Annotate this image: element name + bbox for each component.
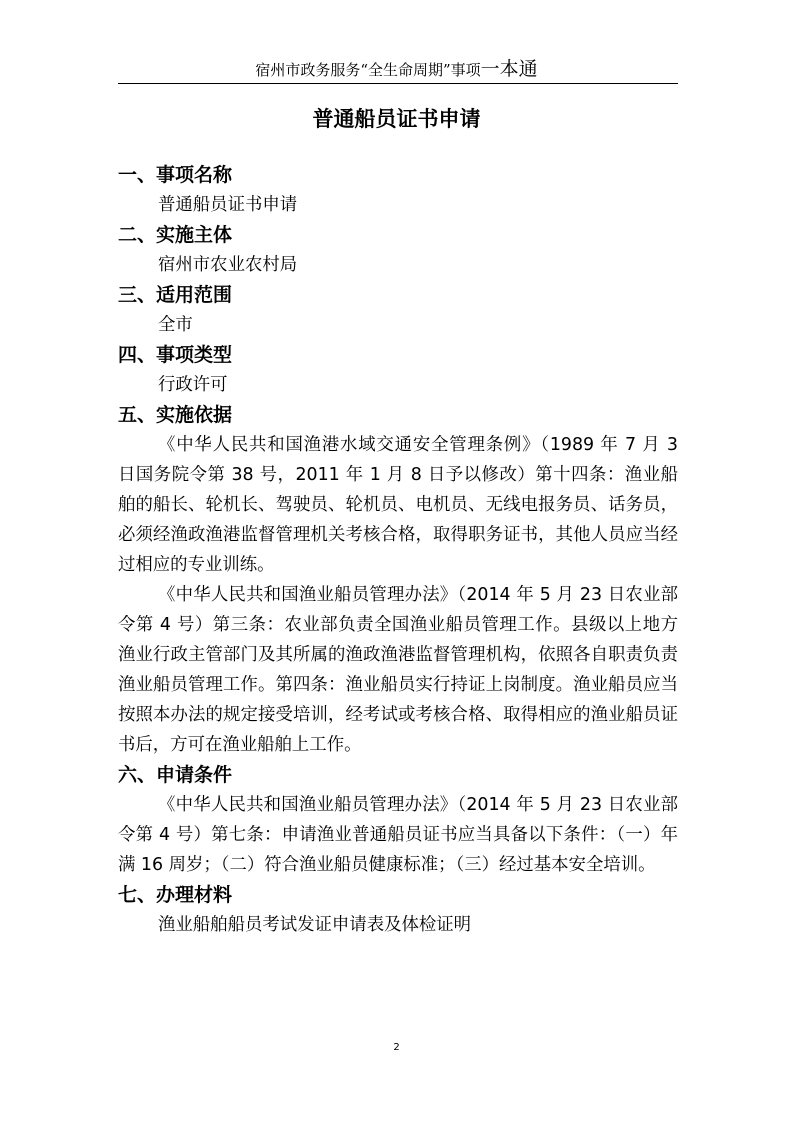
document-body xyxy=(118,160,678,940)
section-required-materials xyxy=(118,880,678,940)
section-legal-basis xyxy=(118,400,678,760)
section-text: 行政许可 xyxy=(158,375,228,395)
section-heading: 六、申请条件 xyxy=(118,764,233,786)
section-paragraph: 《中华人民共和国渔业船员管理办法》（2014 年 5 月 23 日农业部令第 4 号）第三条：农业部负责全国渔业船员管理工作。县级以上地方渔业行政主管部门及其所属的渔政渔港监督管理机构，依照各自职责负责渔业船员管理工作。第四条：渔业船员实行持证上岗制度。渔业船员应当按照本办法的规定接受培训，经考试或考核合格、取得相应的渔业船员证书后，方可在渔业船舶上工作。 xyxy=(118,585,678,755)
header-rule xyxy=(118,83,678,84)
section-text: 渔业船舶船员考试发证申请表及体检证明 xyxy=(158,915,472,935)
section-item-type xyxy=(118,340,678,400)
section-text: 普通船员证书申请 xyxy=(158,195,298,215)
section-implementing-body xyxy=(118,220,678,280)
section-heading: 七、办理材料 xyxy=(118,884,233,906)
document-title: 普通船员证书申请 xyxy=(312,107,481,131)
section-paragraph: 《中华人民共和国渔业船员管理办法》（2014 年 5 月 23 日农业部令第 4 号）第七条：申请渔业普通船员证书应当具备以下条件：（一）年满 16 周岁；（二）符合渔业船员健康标准；（三）经过基本安全培训。 xyxy=(118,795,678,875)
section-heading: 一、事项名称 xyxy=(118,164,233,186)
section-text: 全市 xyxy=(158,315,193,335)
section-text: 宿州市农业农村局 xyxy=(158,255,298,275)
running-header xyxy=(0,58,793,81)
section-heading: 三、适用范围 xyxy=(118,284,233,306)
section-heading: 二、实施主体 xyxy=(118,224,233,246)
section-heading: 四、事项类型 xyxy=(118,344,233,366)
page-number: 2 xyxy=(393,1042,400,1053)
running-header-prefix: 宿州市政务服务“全生命周期”事项 xyxy=(255,61,481,79)
running-header-suffix: 一本通 xyxy=(480,58,538,80)
section-paragraph: 《中华人民共和国渔港水域交通安全管理条例》（1989 年 7 月 3 日国务院令第 38 号，2011 年 1 月 8 日予以修改）第十四条：渔业船舶的船长、轮机长、驾驶员、轮机员、电机员、无线电报务员、话务员，必须经渔政渔港监督管理机关考核合格，取得职务证书，其他人员应当经过相应的专业训练。 xyxy=(118,435,678,575)
section-heading: 五、实施依据 xyxy=(118,404,233,426)
section-item-name xyxy=(118,160,678,220)
section-scope xyxy=(118,280,678,340)
section-application-conditions xyxy=(118,760,678,880)
